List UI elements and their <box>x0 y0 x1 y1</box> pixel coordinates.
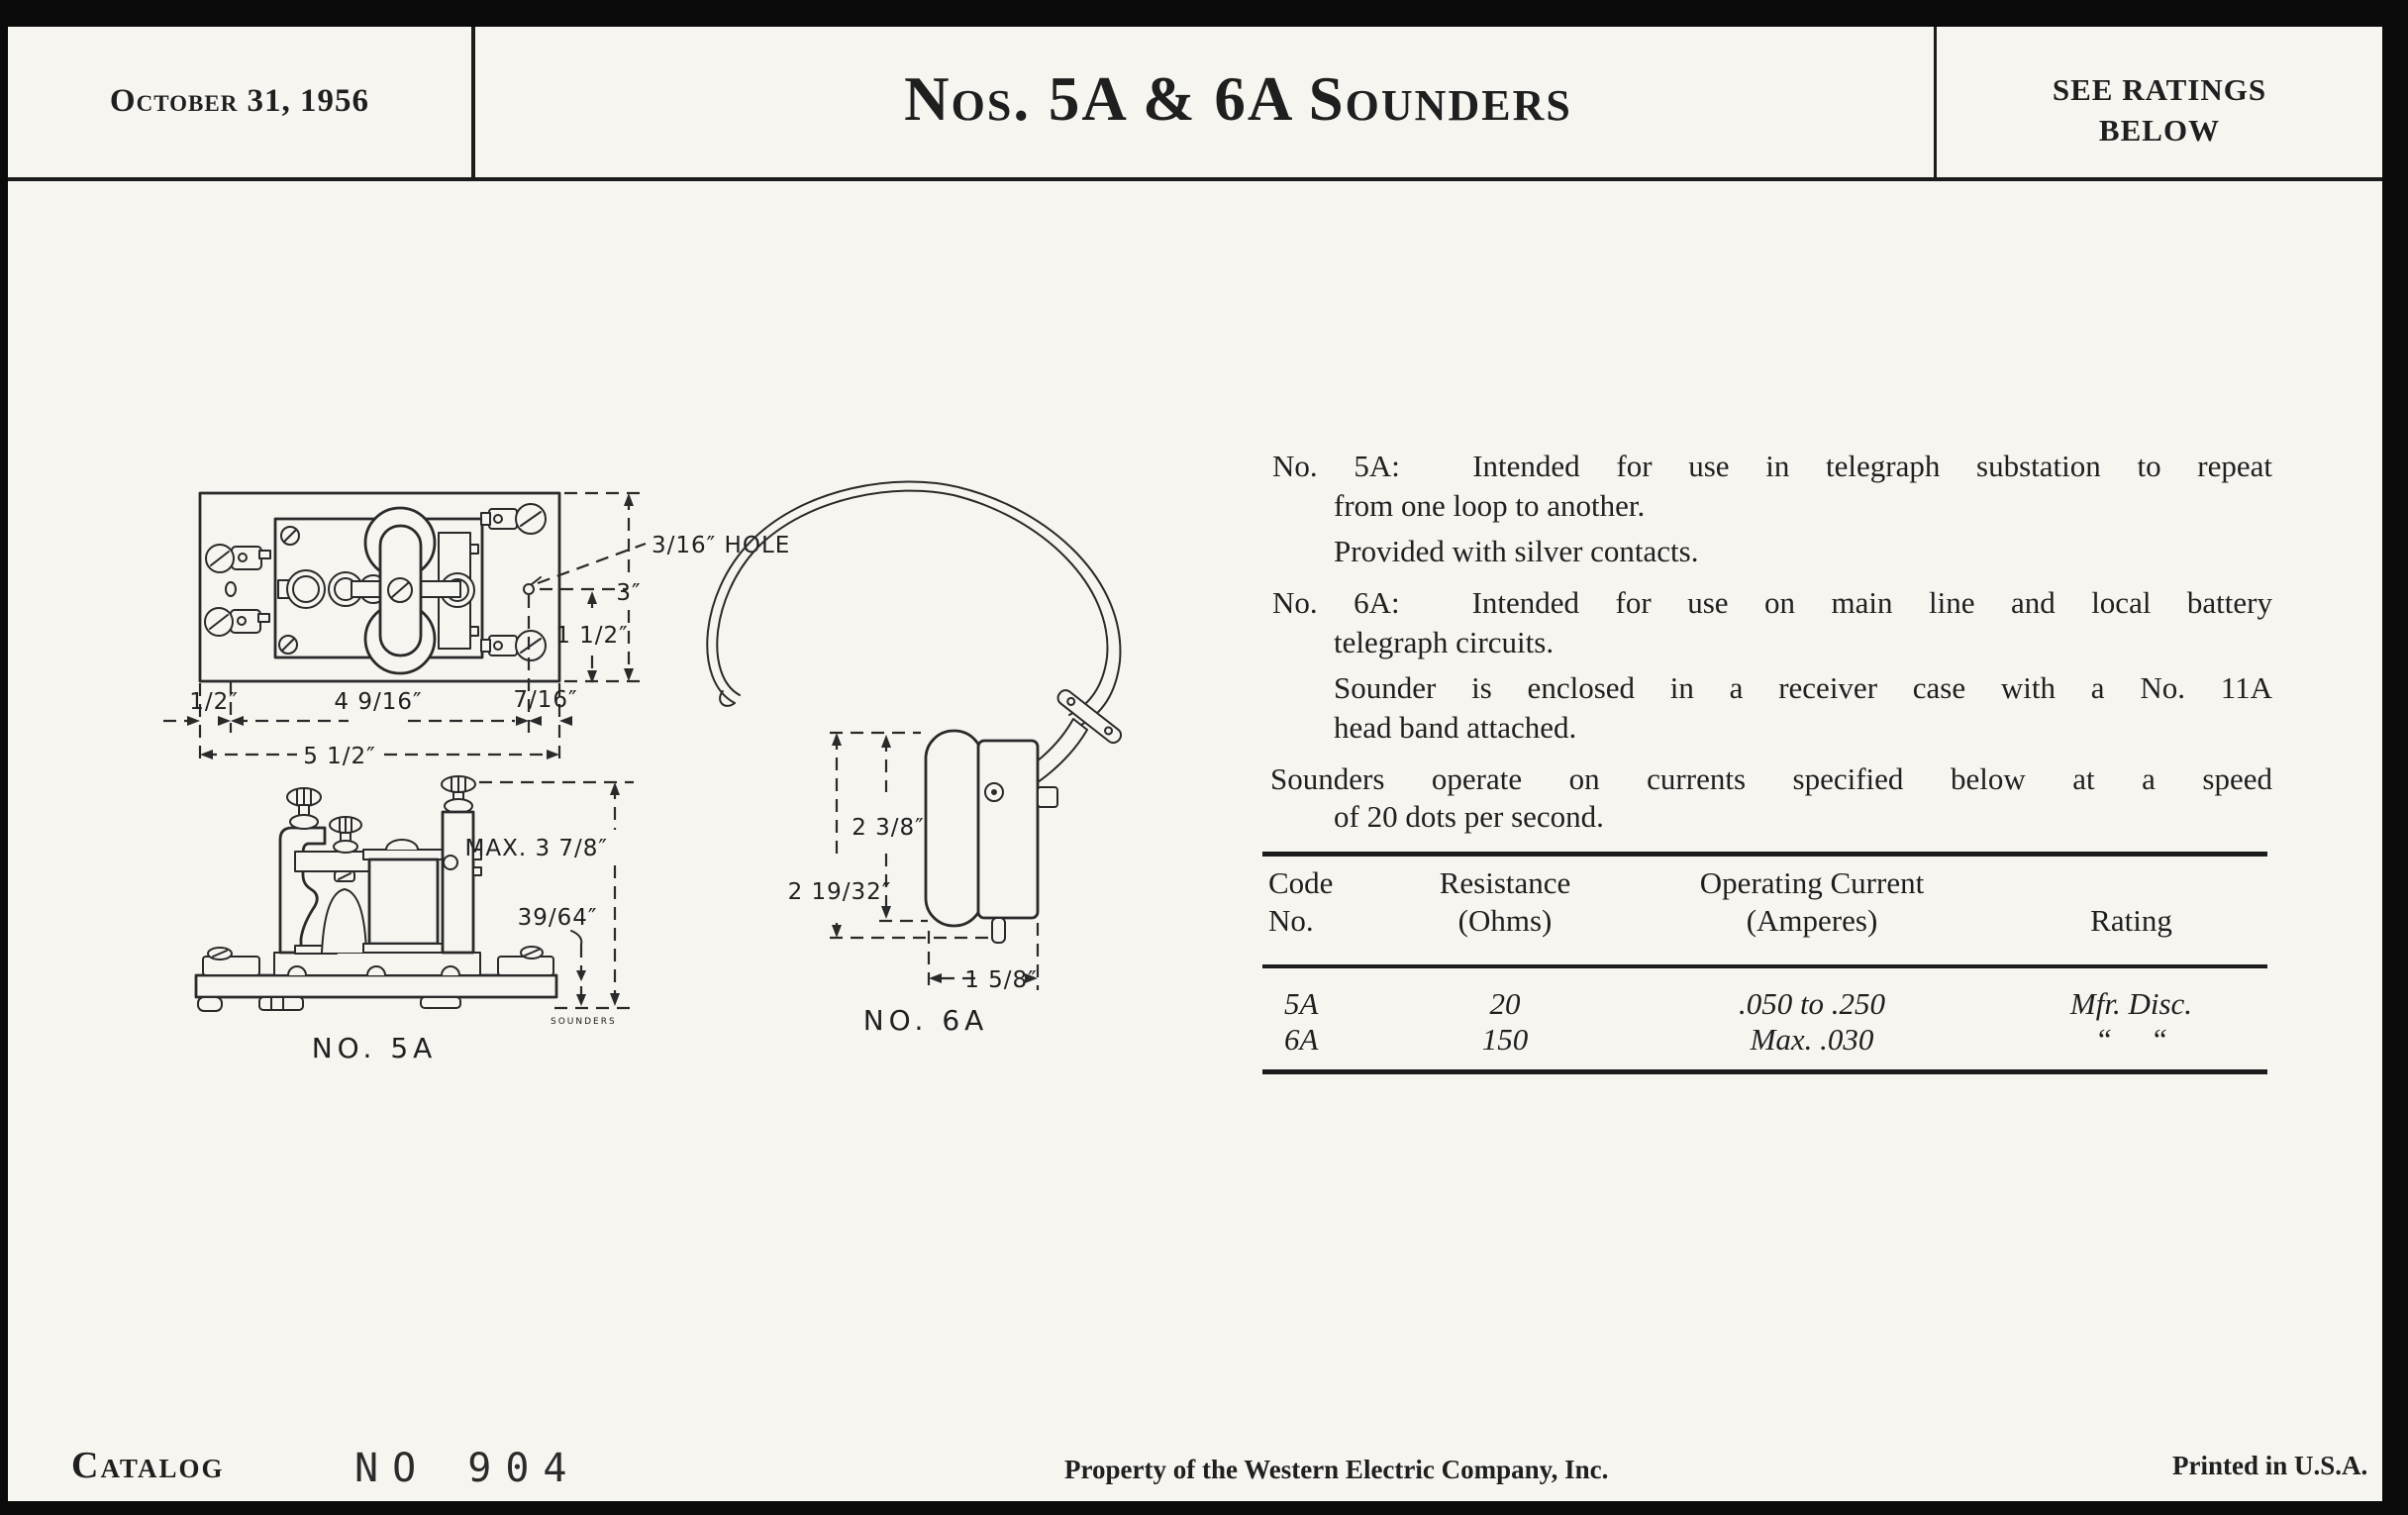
page-title: Nos. 5A & 6A Sounders <box>904 64 1572 134</box>
cell-code: 5A <box>1284 986 1319 1021</box>
header-resistance-line2: (Ohms) <box>1457 903 1553 938</box>
desc-6a-line2: telegraph circuits. <box>1334 625 1555 659</box>
header-resistance-line1: Resistance <box>1439 865 1571 900</box>
no5a-side-view-drawing <box>196 776 634 1064</box>
ratings-note <box>1937 69 2382 151</box>
desc-operate-line1: Sounders operate on currents specified below at a speed <box>1270 761 2272 796</box>
head-band <box>707 482 1120 726</box>
no5a-caption: NO. 5A <box>311 1032 438 1064</box>
arch-detail <box>322 889 366 953</box>
desc-6a-case-line1: Sounder is enclosed in a receiver case with a No. 11A <box>1334 670 2272 705</box>
table-row-6a <box>1262 1022 2267 1058</box>
scan-border-left <box>0 0 8 1515</box>
base-plate-side-view <box>196 975 556 997</box>
coil-side-view <box>363 840 444 953</box>
no6a-caption: NO. 6A <box>862 1004 989 1037</box>
header-rating-line1 <box>1995 864 2267 902</box>
header-current-line2: (Amperes) <box>1746 903 1878 938</box>
sounders-stamp: SOUNDERS <box>551 1017 617 1027</box>
technical-drawings <box>119 416 1287 1109</box>
scan-border-right <box>2382 0 2408 1515</box>
dim-label-inner-height: 2 3/8″ <box>852 815 925 841</box>
property-note: Property of the Western Electric Company, Inc. <box>1064 1455 1609 1484</box>
table-header-row1 <box>1262 864 2267 902</box>
dim-label-hole-offset: 1 1/2″ <box>555 623 629 649</box>
dim-label-total-width: 5 1/2″ <box>303 744 376 769</box>
desc-6a-line1: No. 6A: Intended for use on main line and local battery <box>1272 585 2272 620</box>
table-row-5a <box>1262 986 2267 1022</box>
base-feet <box>198 997 460 1011</box>
desc-5a-line1: No. 5A: Intended for use in telegraph substation to repeat <box>1272 449 2272 483</box>
cell-rating: “ “ <box>2094 1022 2168 1057</box>
ratings-note-line2: BELOW <box>2098 113 2221 148</box>
dim-label-hole: 3/16″ HOLE <box>652 533 791 558</box>
dim-label-base-thickness: 39/64″ <box>517 905 598 931</box>
catalog-label: Catalog <box>71 1445 225 1486</box>
table-header-row2 <box>1262 902 2267 940</box>
header-rating-line2: Rating <box>2090 903 2172 938</box>
dim-label-outer-height: 2 19/32″ <box>787 879 892 905</box>
header-date: October 31, 1956 <box>109 83 370 119</box>
cell-rating: Mfr. Disc. <box>2069 986 2193 1021</box>
cell-code: 6A <box>1284 1022 1319 1057</box>
armature-post <box>443 812 481 953</box>
dim-label-height: 3″ <box>616 580 642 606</box>
desc-6a-case-line2: head band attached. <box>1334 710 1577 745</box>
arm-contact <box>335 871 354 881</box>
cell-resistance: 150 <box>1481 1022 1529 1057</box>
dim-label-left-margin: 1/2″ <box>189 689 239 715</box>
no6a-drawing <box>707 482 1124 1037</box>
table-top-rule <box>1262 852 2267 857</box>
no5a-top-view-drawing <box>163 493 790 769</box>
dim-label-mount-span: 4 9/16″ <box>334 689 423 715</box>
ratings-note-line1: SEE RATINGS <box>2052 72 2267 107</box>
dim-label-case-width: 1 5/8″ <box>964 967 1038 993</box>
header-code-line1: Code <box>1268 865 1334 900</box>
desc-operate-line2: of 20 dots per second. <box>1334 799 1604 834</box>
table-bottom-rule <box>1262 1069 2267 1074</box>
ratings-table <box>1262 852 2267 1074</box>
desc-5a-contacts: Provided with silver contacts. <box>1334 534 1699 568</box>
header-bottom-rule <box>8 177 2382 181</box>
table-mid-rule <box>1262 964 2267 968</box>
header-code-line2: No. <box>1268 903 1314 938</box>
dim-label-max-height: MAX. 3 7/8″ <box>464 836 608 861</box>
cell-current: Max. .030 <box>1750 1022 1874 1057</box>
header-current-line1: Operating Current <box>1699 865 1925 900</box>
anvil-bracket <box>280 828 325 953</box>
dim-label-right-margin: 7/16″ <box>513 687 578 713</box>
scan-border-bottom <box>0 1501 2408 1515</box>
scan-border-top <box>0 0 2408 27</box>
desc-5a-line2: from one loop to another. <box>1334 488 1646 523</box>
catalog-number-stamp: NO 904 <box>354 1446 581 1491</box>
receiver-case <box>926 731 1057 943</box>
cell-resistance: 20 <box>1489 986 1521 1021</box>
printed-note: Printed in U.S.A. <box>2172 1451 2368 1480</box>
cell-current: .050 to .250 <box>1738 986 1886 1021</box>
